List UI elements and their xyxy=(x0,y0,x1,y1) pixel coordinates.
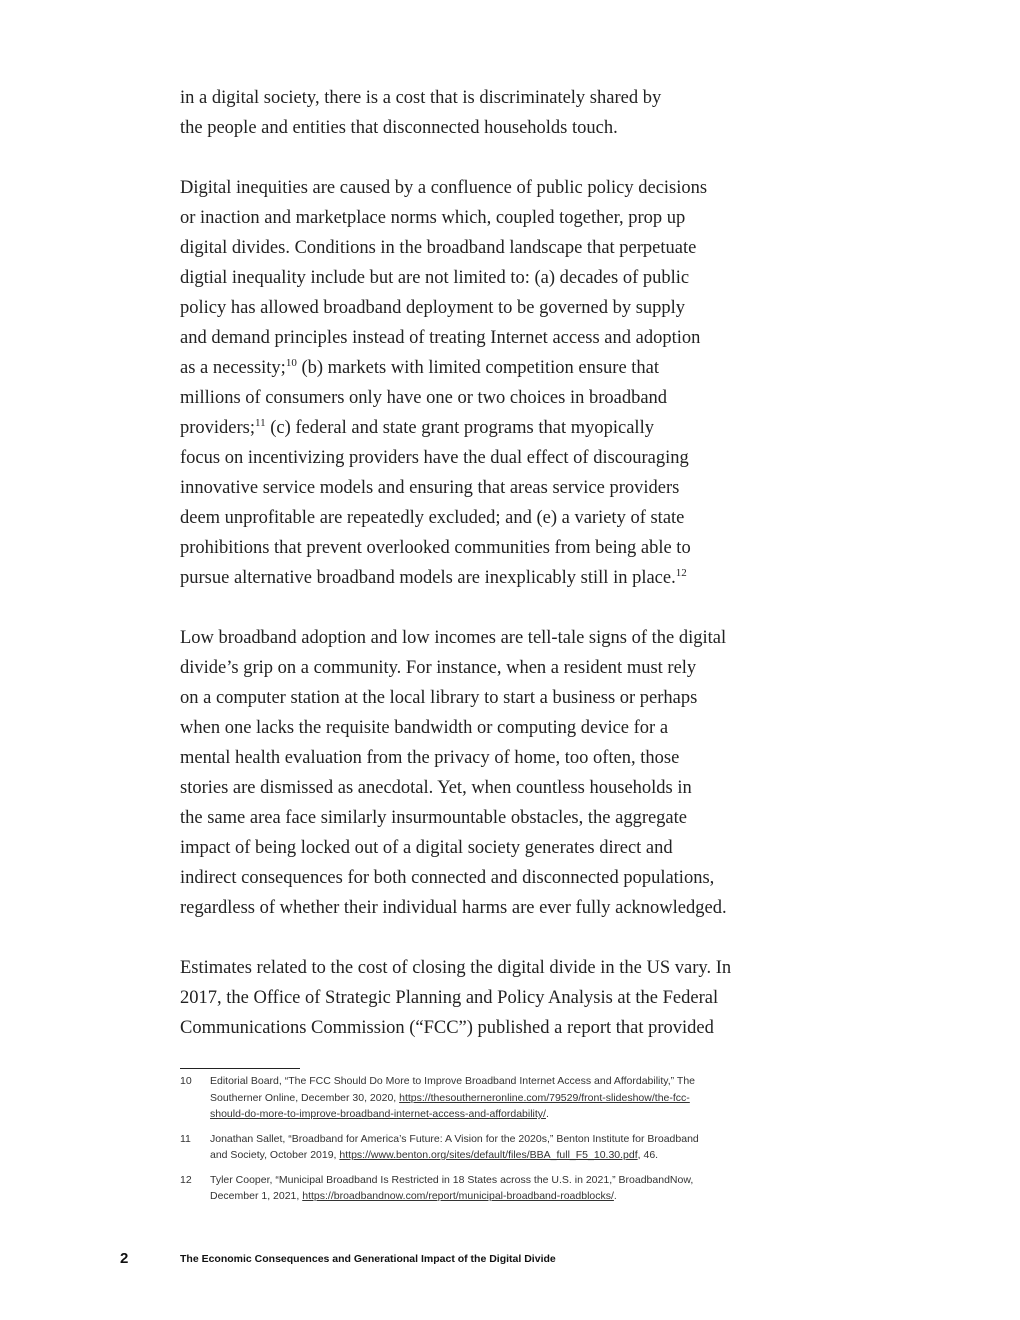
text-line: on a computer station at the local library to start a business or perhaps xyxy=(180,688,698,708)
text-line xyxy=(180,353,780,383)
footnote-segment: and Society, October 2019, xyxy=(210,1149,337,1161)
paragraph-2 xyxy=(180,173,780,593)
text-segment: (c) federal and state grant programs that myopically xyxy=(270,418,654,438)
footnote-12 xyxy=(180,1172,800,1205)
footnote-segment: December 1, 2021, xyxy=(210,1190,300,1202)
text-line: impact of being locked out of a digital society generates direct and xyxy=(180,838,673,858)
footnote-line xyxy=(210,1106,800,1123)
footnote-segment: , 46. xyxy=(637,1149,659,1161)
text-line: the same area face similarly insurmountable obstacles, the aggregate xyxy=(180,808,687,828)
footnote-link[interactable]: should-do-more-to-improve-broadband-internet-access-and-affordability/ xyxy=(210,1108,546,1120)
footnote-number: 12 xyxy=(180,1173,192,1186)
text-line: Low broadband adoption and low incomes are tell-tale signs of the digital xyxy=(180,628,727,648)
text-line xyxy=(180,413,780,443)
footnote-divider xyxy=(180,1068,300,1069)
text-line: mental health evaluation from the privacy of home, too often, those xyxy=(180,748,680,768)
footnote-segment: . xyxy=(613,1190,617,1202)
page-number: 2 xyxy=(120,1250,129,1267)
text-segment: providers; xyxy=(180,418,256,438)
footnote-number: 10 xyxy=(180,1075,192,1087)
text-line: divide’s grip on a community. For instance, when a resident must rely xyxy=(180,658,697,678)
footnote-ref-10[interactable]: 10 xyxy=(285,357,297,369)
text-line: millions of consumers only have one or two choices in broadband xyxy=(180,388,668,408)
text-line: deem unprofitable are repeatedly excluded; and (e) a variety of state xyxy=(180,508,685,528)
text-segment: pursue alternative broadband models are inexplicably still in place. xyxy=(180,568,676,588)
footnote-ref-11[interactable]: 11 xyxy=(255,417,266,429)
text-line: 2017, the Office of Strategic Planning and Policy Analysis at the Federal xyxy=(180,988,719,1008)
text-line: digtial inequality include but are not limited to: (a) decades of public xyxy=(180,268,690,288)
text-line: digital divides. Conditions in the broadband landscape that perpetuate xyxy=(180,238,697,258)
footnote-ref-12[interactable]: 12 xyxy=(675,567,687,579)
text-line: when one lacks the requisite bandwidth or computing device for a xyxy=(180,718,669,738)
footnote-number: 11 xyxy=(180,1132,191,1145)
body-text xyxy=(180,83,780,1073)
text-segment: (b) markets with limited competition ensure that xyxy=(301,358,660,378)
text-line: indirect consequences for both connected and disconnected populations, xyxy=(180,868,715,888)
footnote-10 xyxy=(180,1073,800,1123)
footnote-line: Jonathan Sallet, “Broadband for America’s Future: A Vision for the 2020s,” Benton Institute for Broadband xyxy=(210,1132,699,1145)
text-line: Estimates related to the cost of closing the digital divide in the US vary. In xyxy=(180,958,732,978)
text-line xyxy=(180,563,780,593)
text-line: Digital inequities are caused by a confluence of public policy decisions xyxy=(180,178,708,198)
text-line: Communications Commission (“FCC”) published a report that provided xyxy=(180,1018,714,1038)
text-line: stories are dismissed as anecdotal. Yet, when countless households in xyxy=(180,778,692,798)
footnote-link[interactable]: https://www.benton.org/sites/default/files/BBA_full_F5_10.30.pdf xyxy=(339,1149,638,1161)
footnote-segment: Southerner Online, December 30, 2020, xyxy=(210,1091,397,1104)
footnote-line: Editorial Board, “The FCC Should Do More to Improve Broadband Internet Access and Affordability,” The xyxy=(210,1075,695,1087)
text-line: prohibitions that prevent overlooked communities from being able to xyxy=(180,538,691,558)
footnote-link[interactable]: https://thesoutherneronline.com/79529/front-slideshow/the-fcc- xyxy=(399,1091,690,1104)
running-footer-title: The Economic Consequences and Generational Impact of the Digital Divide xyxy=(180,1253,556,1265)
footnote-text xyxy=(210,1073,800,1123)
text-line: in a digital society, there is a cost that is discriminately shared by xyxy=(180,88,662,108)
text-line: and demand principles instead of treating Internet access and adoption xyxy=(180,328,701,348)
footnote-line xyxy=(210,1090,800,1107)
footnote-11 xyxy=(180,1131,800,1164)
paragraph-1 xyxy=(180,83,780,143)
text-line: policy has allowed broadband deployment to be governed by supply xyxy=(180,298,686,318)
text-line: or inaction and marketplace norms which, coupled together, prop up xyxy=(180,208,686,228)
text-line: the people and entities that disconnected households touch. xyxy=(180,118,618,138)
footnotes xyxy=(180,1073,800,1213)
footnote-line: Tyler Cooper, “Municipal Broadband Is Restricted in 18 States across the U.S. in 2021,” BroadbandNow, xyxy=(210,1173,694,1186)
text-segment: as a necessity; xyxy=(180,358,286,378)
footnote-line xyxy=(210,1188,800,1205)
footnote-text xyxy=(210,1131,800,1164)
footnote-text xyxy=(210,1172,800,1205)
footnote-link[interactable]: https://broadbandnow.com/report/municipal-broadband-roadblocks/ xyxy=(302,1190,614,1202)
text-line: regardless of whether their individual harms are ever fully acknowledged. xyxy=(180,898,727,918)
paragraph-3 xyxy=(180,623,780,923)
paragraph-4 xyxy=(180,953,780,1043)
text-line: focus on incentivizing providers have the dual effect of discouraging xyxy=(180,448,689,468)
text-line: innovative service models and ensuring that areas service providers xyxy=(180,478,680,498)
footnote-line xyxy=(210,1147,800,1164)
footnote-segment: . xyxy=(545,1108,549,1120)
